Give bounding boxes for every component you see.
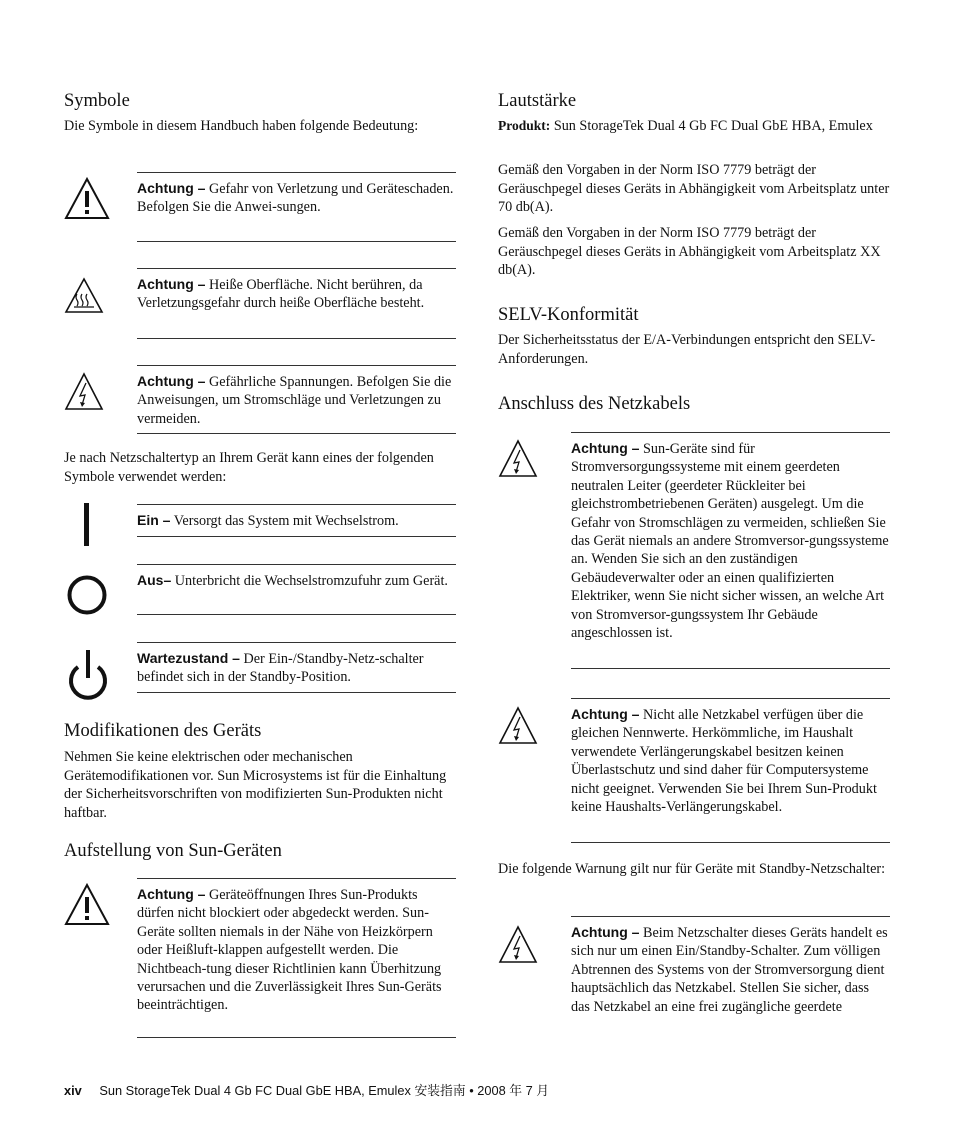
note-text: Versorgt das System mit Wechselstrom. bbox=[173, 513, 399, 529]
note-label: Achtung – bbox=[137, 373, 206, 389]
symbole-intro: Die Symbole in diesem Handbuch haben folgende Bedeutung: bbox=[64, 118, 419, 134]
product-label: Produkt: bbox=[498, 118, 551, 133]
warning-exclamation-icon bbox=[64, 176, 110, 227]
switch-intro: Je nach Netzschaltertyp an Ihrem Gerät kann eines der folgenden Symbole verwendet werden: bbox=[64, 450, 434, 485]
high-voltage-icon bbox=[64, 371, 104, 418]
note-text: Heiße Oberfläche. Nicht berühren, da Verletzungsgefahr durch heiße Oberfläche besteht. bbox=[137, 277, 425, 312]
heading-selv: SELV-Konformität bbox=[498, 305, 639, 325]
heading-aufstellung: Aufstellung von Sun-Geräten bbox=[64, 841, 282, 861]
note-hot-surface bbox=[137, 268, 456, 339]
note-power-off bbox=[137, 564, 456, 615]
note-standby bbox=[137, 642, 456, 693]
note-warning bbox=[137, 172, 456, 242]
note-netzkabel-1 bbox=[571, 432, 890, 669]
footer-date: 2008 年 7 月 bbox=[477, 1083, 550, 1098]
power-on-icon bbox=[82, 503, 92, 552]
high-voltage-icon bbox=[498, 705, 538, 752]
note-netzkabel-3 bbox=[571, 916, 890, 1042]
note-text: Gefahr von Verletzung und Geräteschaden. Befolgen Sie die Anwei-sungen. bbox=[137, 181, 454, 216]
high-voltage-icon bbox=[498, 924, 538, 971]
power-off-icon bbox=[66, 574, 108, 621]
note-label: Ein – bbox=[137, 512, 171, 528]
heading-symbole: Symbole bbox=[64, 91, 130, 111]
lautstaerke-para2: Gemäß den Vorgaben in der Norm ISO 7779 beträgt der Geräuschpegel dieses Geräts in Abhängigkeit vom Arbeitsplatz XX db(A). bbox=[498, 225, 881, 279]
footer-title: Sun StorageTek Dual 4 Gb FC Dual GbE HBA, Emulex 安装指南 bbox=[99, 1083, 466, 1098]
warning-exclamation-icon bbox=[64, 882, 110, 933]
note-label: Achtung – bbox=[137, 180, 206, 196]
product-text: Sun StorageTek Dual 4 Gb FC Dual GbE HBA, Emulex bbox=[553, 118, 873, 134]
note-high-voltage bbox=[137, 365, 456, 434]
note-power-on bbox=[137, 504, 456, 537]
note-text: Nicht alle Netzkabel verfügen über die gleichen Nennwerte. Herkömmliche, im Haushalt verwendete Verlängerungskabel besitzen keinen Überlastschutz und sind daher für Computersysteme nicht geeignet. Verwenden Sie bei Ihrem Sun-Produkt keine Haushalts-Verlängerungskabel. bbox=[571, 707, 877, 816]
note-text: Sun-Geräte sind für Stromversorgungssysteme mit einem geerdeten neutralen Leiter (geerdeter Rückleiter bei gleichstrombetriebenen Geräten) ausgelegt. Um die Gefahr von Stromschlägen zu vermeiden, schließen Sie das Gerät niemals an andere Stromversor-gungssysteme an. Wenden Sie sich an den zuständigen Gebäudeverwalter oder an einen qualifizierten Elektriker, wenn Sie nicht sicher wissen, an welche Art von Stromversor-gungssystem Ihr Gebäude angeschlossen ist. bbox=[571, 441, 889, 642]
lautstaerke-para1: Gemäß den Vorgaben in der Norm ISO 7779 beträgt der Geräuschpegel dieses Geräts in Abhängigkeit vom Arbeitsplatz unter 70 db(A). bbox=[498, 162, 890, 216]
note-label: Achtung – bbox=[571, 706, 640, 722]
note-label: Achtung – bbox=[137, 276, 206, 292]
note-text: Der Ein-/Standby-Netz-schalter befindet sich in der Standby-Position. bbox=[137, 651, 424, 686]
note-text: Beim Netzschalter dieses Geräts handelt es sich nur um einen Ein/Standby-Schalter. Zum völligen Abtrennen des Systems von der Stromversorgung dient hauptsächlich das Netzkabel. Stellen Sie sicher, dass das Netzkabel an eine frei zugängliche geerdete bbox=[571, 925, 888, 1015]
page-number: xiv bbox=[64, 1083, 82, 1098]
note-text: Gefährliche Spannungen. Befolgen Sie die Anweisungen, um Stromschläge und Verletzungen zu vermeiden. bbox=[137, 374, 452, 427]
modifikationen-text: Nehmen Sie keine elektrischen oder mechanischen Gerätemodifikationen vor. Sun Microsystems ist für die Einhaltung der Sicherheitsvorschriften von modifizierten Sun-Produkten nicht haftbar. bbox=[64, 749, 447, 821]
note-label: Achtung – bbox=[571, 440, 640, 456]
standby-intro: Die folgende Warnung gilt nur für Geräte mit Standby-Netzschalter: bbox=[498, 861, 886, 877]
note-label: Aus– bbox=[137, 572, 172, 588]
note-text: Geräteöffnungen Ihres Sun-Produkts dürfen nicht blockiert oder abgedeckt werden. Sun-Geräte sollten niemals in der Nähe von Heizkörpern oder Heißluft-klappen aufgestellt werden. Die Nichtbeach-tung dieser Richtlinien kann Überhitzung verursachen und die Zuverlässigkeit Ihres Sun-Geräts beeinträchtigen. bbox=[137, 887, 442, 1014]
note-netzkabel-2 bbox=[571, 698, 890, 843]
product-line bbox=[498, 117, 890, 136]
footer-bullet: • bbox=[469, 1083, 474, 1098]
note-label: Achtung – bbox=[571, 924, 640, 940]
note-text: Unterbricht die Wechselstromzufuhr zum Gerät. bbox=[174, 573, 448, 589]
page-footer bbox=[64, 1080, 549, 1099]
note-aufstellung bbox=[137, 878, 456, 1038]
heading-lautstaerke: Lautstärke bbox=[498, 91, 577, 111]
heading-netzkabel: Anschluss des Netzkabels bbox=[498, 394, 691, 414]
heading-modifikationen: Modifikationen des Geräts bbox=[64, 721, 262, 741]
note-label: Wartezustand – bbox=[137, 650, 240, 666]
selv-text: Der Sicherheitsstatus der E/A-Verbindungen entspricht den SELV-Anforderungen. bbox=[498, 332, 876, 367]
hot-surface-icon bbox=[64, 276, 104, 321]
high-voltage-icon bbox=[498, 438, 538, 485]
note-label: Achtung – bbox=[137, 886, 206, 902]
standby-icon bbox=[66, 650, 110, 707]
